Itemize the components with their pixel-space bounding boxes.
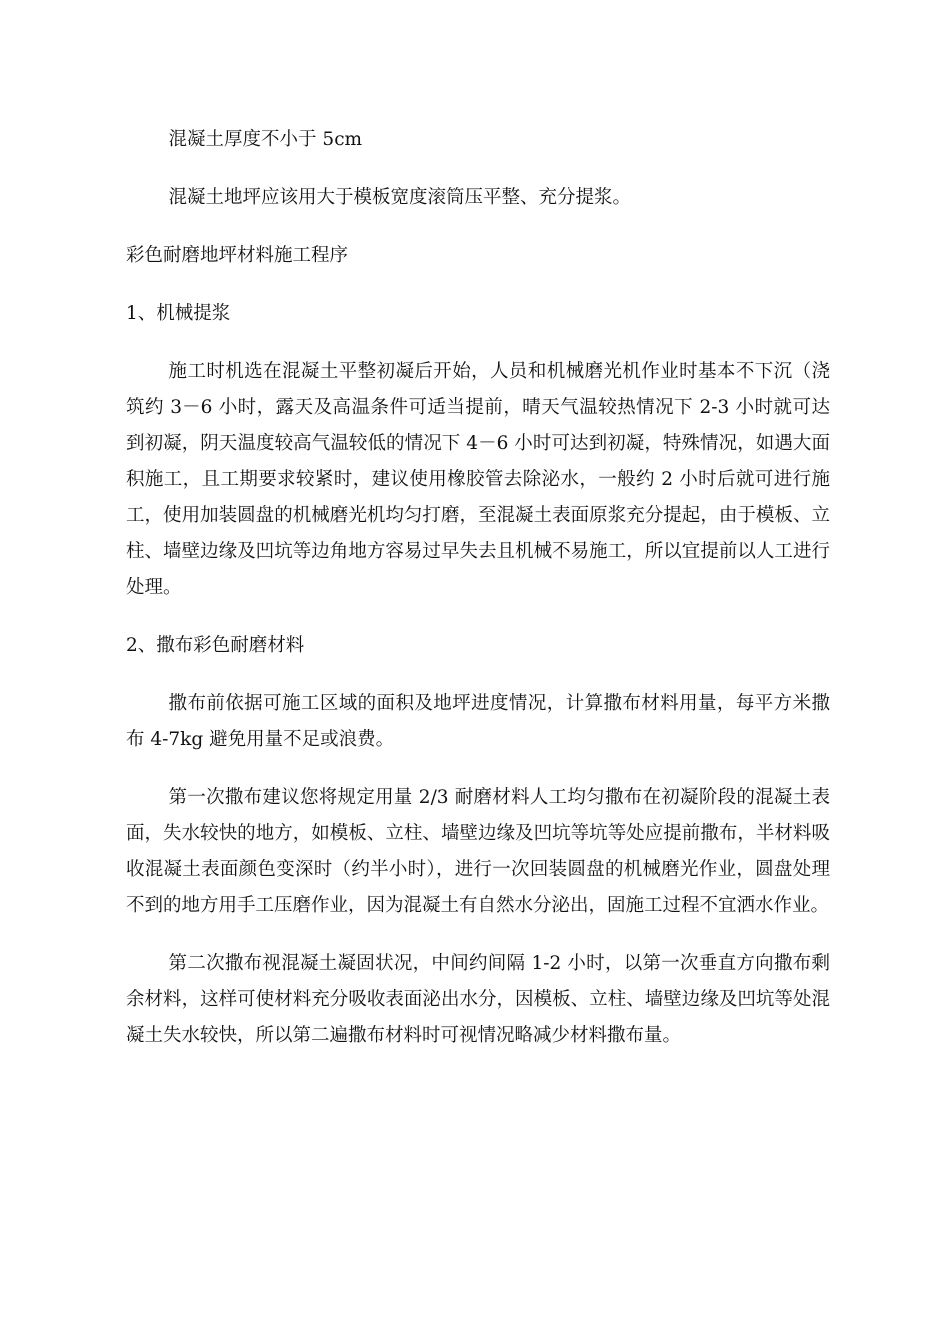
paragraph-material-amount: 撒布前依据可施工区域的面积及地坪进度情况，计算撒布材料用量，每平方米撒布 4-7kg 避免用量不足或浪费。 (126, 693, 830, 750)
section-title-construction-procedure: 彩色耐磨地坪材料施工程序 (126, 245, 349, 266)
step-heading-mechanical-slurry: 1、机械提浆 (126, 303, 231, 324)
document-body (126, 122, 830, 1076)
paragraph-roller-leveling: 混凝土地坪应该用大于模板宽度滚筒压平整、充分提浆。 (168, 187, 632, 208)
step-heading-spread-material: 2、撒布彩色耐磨材料 (126, 635, 305, 656)
paragraph-second-spreading: 第二次撒布视混凝土凝固状况，中间约间隔 1-2 小时，以第一次垂直方向撒布剩余材料，这样可使材料充分吸收表面泌出水分，因模板、立柱、墙壁边缘及凹坑等处混凝土失水较快，所以第二遍撒布材料时可视情况略减少材料撒布量。 (126, 953, 830, 1046)
paragraph-first-spreading: 第一次撒布建议您将规定用量 2/3 耐磨材料人工均匀撒布在初凝阶段的混凝土表面，失水较快的地方，如模板、立柱、墙壁边缘及凹坑等坑等处应提前撒布，半材料吸收混凝土表面颜色变深时（约半小时），进行一次回装圆盘的机械磨光作业，圆盘处理不到的地方用手工压磨作业，因为混凝土有自然水分泌出，固施工过程不宜洒水作业。 (126, 787, 830, 916)
paragraph-concrete-thickness: 混凝土厚度不小于 5cm (168, 129, 363, 150)
paragraph-mechanical-slurry: 施工时机选在混凝土平整初凝后开始，人员和机械磨光机作业时基本不下沉（浇筑约 3－6 小时，露天及高温条件可适当提前，晴天气温较热情况下 2-3 小时就可达到初凝，阴天温度较高气温较低的情况下 4－6 小时可达到初凝，特殊情况，如遇大面积施工，且工期要求较紧时，建议使用橡胶管去除泌水，一般约 2 小时后就可进行施工，使用加装圆盘的机械磨光机均匀打磨，至混凝土表面原浆充分提起，由于模板、立柱、墙壁边缘及凹坑等边角地方容易过早失去且机械不易施工，所以宜提前以人工进行处理。 (126, 361, 830, 598)
